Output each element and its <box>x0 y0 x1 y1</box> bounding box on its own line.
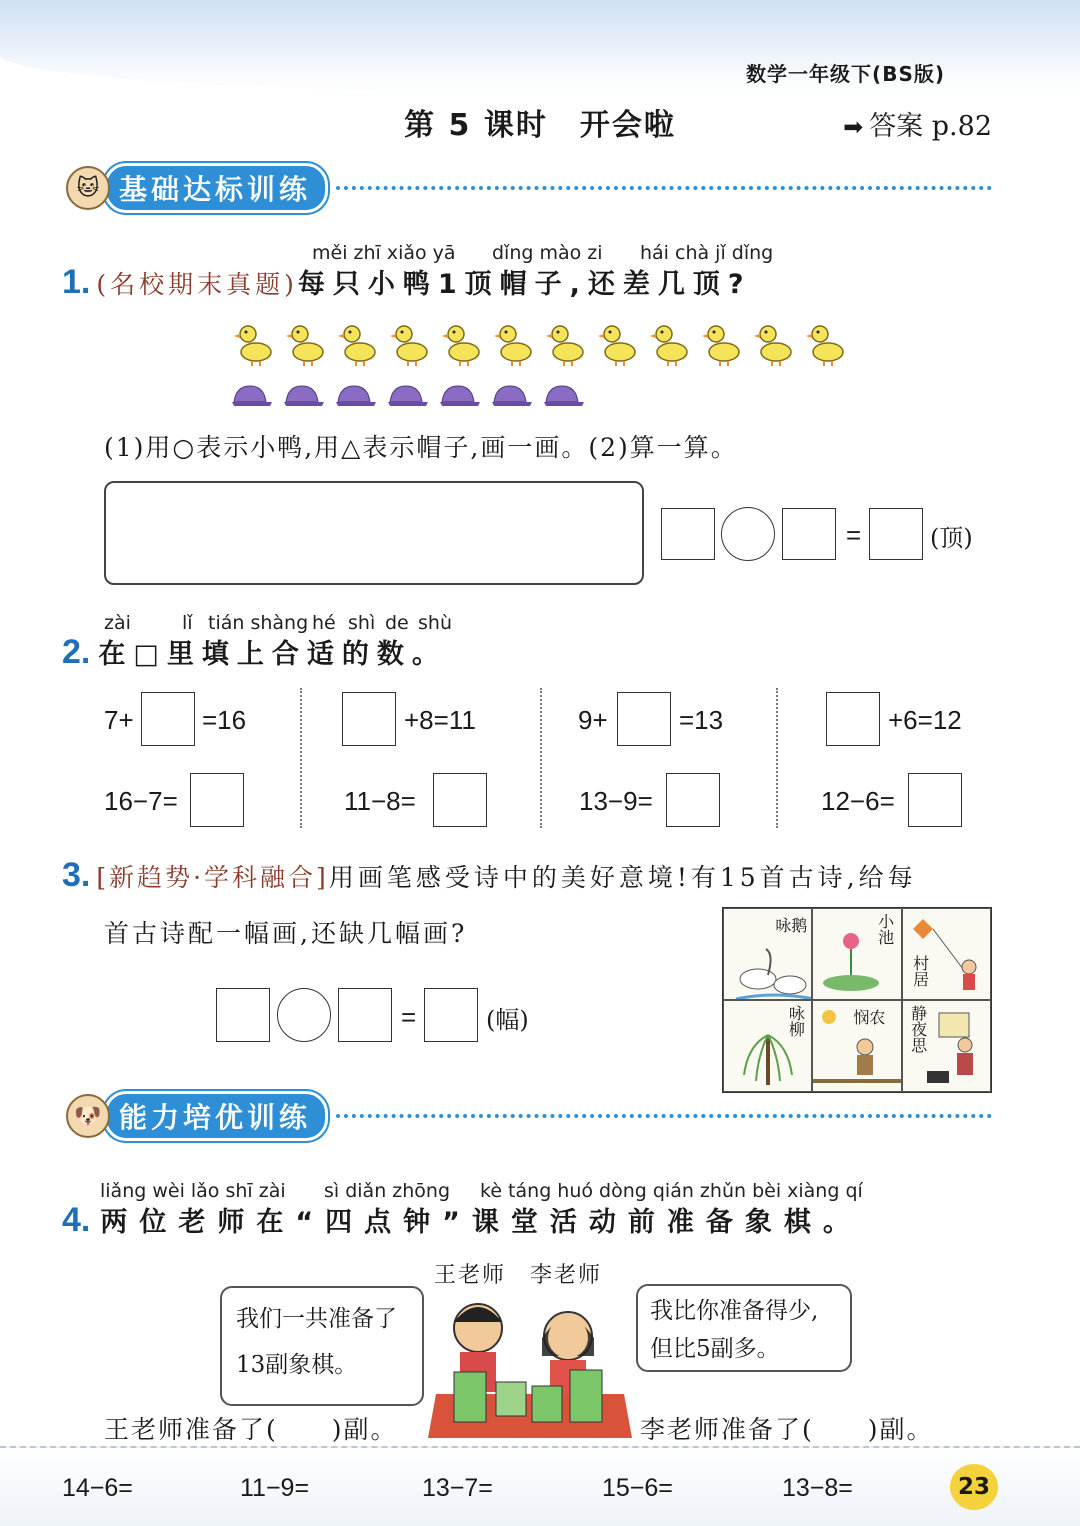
q4-question: 两位老师在“四点钟”课堂活动前准备象棋。 <box>100 1207 862 1238</box>
cap-icon <box>544 386 584 406</box>
pond-illustration <box>817 917 897 1000</box>
duck-icon <box>806 326 843 366</box>
poem-cell <box>812 1000 901 1092</box>
duck-icon <box>494 326 531 366</box>
equals-sign: = <box>846 520 862 550</box>
q2-pinyin-6: de <box>385 612 409 634</box>
column-divider <box>300 688 302 828</box>
q2-number: 2. <box>62 633 91 671</box>
column-divider <box>540 688 542 828</box>
dog-mascot-icon: 🐶 <box>66 1094 110 1138</box>
section-title-advanced: 能力培优训练 <box>104 1091 328 1141</box>
q4-pinyin-2: sì diǎn zhōng <box>324 1180 451 1202</box>
book-edition: 数学一年级下(BS版) <box>746 62 945 86</box>
duck-icon <box>286 326 323 366</box>
q4-pinyin-3: kè táng huó dòng qián zhǔn bèi xiàng qí <box>480 1180 863 1202</box>
poem-title: 悯农 <box>853 1008 886 1027</box>
cap-icon <box>232 386 272 406</box>
duck-icon <box>650 326 687 366</box>
q3-unit: (幅) <box>486 1006 529 1034</box>
q2-expr: 9+ <box>578 705 608 735</box>
q4-pinyin-1: liǎng wèi lǎo shī zài <box>100 1180 286 1202</box>
mental-calc: 13−8= <box>782 1474 853 1502</box>
section-title-basic: 基础达标训练 <box>104 163 328 213</box>
poem-title: 小池 <box>875 913 895 945</box>
duck-icon <box>338 326 375 366</box>
duck-icon <box>702 326 739 366</box>
poem-cell <box>902 908 991 1000</box>
q1-pinyin-1: měi zhī xiǎo yā <box>312 242 456 264</box>
q2-expr: +6=12 <box>888 705 962 735</box>
bubble-line: 我比你准备得少, <box>650 1298 819 1324</box>
duck-icon <box>390 326 427 366</box>
answer-box[interactable] <box>342 692 396 746</box>
q2-expr: 13−9= <box>579 786 653 816</box>
poem-picture-grid <box>722 907 992 1093</box>
answer-box[interactable] <box>216 988 270 1042</box>
q2-expr: =13 <box>679 705 724 735</box>
q4-answer-wang[interactable]: 王老师准备了( )副。 <box>104 1415 398 1444</box>
cap-icon <box>440 386 480 406</box>
poem-cell <box>812 908 901 1000</box>
swan-illustration <box>728 929 812 1000</box>
duck-icon <box>754 326 791 366</box>
poem-cell <box>723 1000 812 1092</box>
bubble-line: 但比5副多。 <box>650 1336 780 1362</box>
poem-cell <box>902 1000 991 1092</box>
q4-number: 4. <box>62 1201 91 1239</box>
poem-cell <box>723 908 812 1000</box>
night-thought-illustration <box>903 1001 991 1091</box>
mental-calc: 14−6= <box>62 1474 133 1502</box>
q1-pinyin-2: dǐng mào zi <box>492 242 603 264</box>
q1-number: 1. <box>62 263 91 301</box>
q2-pinyin-2: lǐ <box>182 612 193 634</box>
q2-pinyin-7: shù <box>418 612 452 634</box>
q2-pinyin-3: tián shàng <box>208 612 309 634</box>
q2-expr: +8=11 <box>404 705 476 735</box>
equals-sign: = <box>401 1002 417 1032</box>
teacher-labels: 王老师 李老师 <box>434 1263 603 1288</box>
q1-question: 每只小鸭1顶帽子,还差几顶? <box>297 269 752 300</box>
poem-title: 咏鹅 <box>775 916 808 935</box>
q3-tag: [新趋势·学科融合] <box>96 863 329 892</box>
poem-title: 静夜思 <box>908 1005 928 1053</box>
bubble-line: 我们一共准备了 <box>236 1306 397 1332</box>
speech-bubble-li <box>636 1284 852 1372</box>
ducks-and-caps-illustration <box>230 318 870 418</box>
teachers-illustration <box>428 1286 632 1442</box>
answer-box[interactable] <box>433 773 487 827</box>
answer-box[interactable] <box>338 988 392 1042</box>
answer-box[interactable] <box>826 692 880 746</box>
q2-pinyin-4: hé <box>312 612 336 634</box>
q1-instruction: (1)用○表示小鸭,用△表示帽子,画一画。(2)算一算。 <box>104 433 738 462</box>
duck-icon <box>598 326 635 366</box>
q2-expr: 16−7= <box>104 786 178 816</box>
answer-box[interactable] <box>908 773 962 827</box>
poem-title: 村居 <box>910 955 930 987</box>
duck-icon <box>546 326 583 366</box>
section-banner-advanced <box>66 1094 992 1138</box>
farmer-illustration <box>813 1001 901 1091</box>
poem-title: 咏柳 <box>786 1005 806 1037</box>
answer-reference <box>843 104 992 143</box>
q2-pinyin-1: zài <box>104 612 131 634</box>
operator-circle[interactable] <box>277 988 331 1042</box>
mental-calc: 11−9= <box>240 1474 310 1502</box>
answer-box[interactable] <box>661 508 715 560</box>
q4-answer-li[interactable]: 李老师准备了( )副。 <box>640 1415 934 1444</box>
q1-drawing-area[interactable] <box>104 481 644 585</box>
mental-calc: 13−7= <box>422 1474 493 1502</box>
duck-icon <box>442 326 479 366</box>
answer-box[interactable] <box>190 773 244 827</box>
column-divider <box>776 688 778 828</box>
answer-ref-text: 答案 p.82 <box>869 111 992 142</box>
q3-number: 3. <box>62 856 91 894</box>
q3-question-line2: 首古诗配一幅画,还缺几幅画? <box>104 919 468 948</box>
mental-calc: 15−6= <box>602 1474 673 1502</box>
section-banner-basic <box>66 166 992 210</box>
duck-icon <box>234 326 271 366</box>
page-number: 23 <box>950 1464 998 1510</box>
cap-icon <box>492 386 532 406</box>
speech-bubble-wang <box>220 1286 424 1406</box>
answer-box[interactable] <box>782 508 836 560</box>
q2-expr: 11−8= <box>344 786 416 816</box>
q2-expr: 7+ <box>104 705 134 735</box>
cap-icon <box>336 386 376 406</box>
dotted-divider <box>336 186 992 190</box>
q1-pinyin-3: hái chà jǐ dǐng <box>640 242 774 264</box>
q3-question: 用画笔感受诗中的美好意境!有15首古诗,给每 <box>328 863 917 892</box>
q1-unit: (顶) <box>930 524 973 552</box>
answer-box[interactable] <box>617 692 671 746</box>
q2-pinyin-5: shì <box>348 612 376 634</box>
cap-icon <box>284 386 324 406</box>
village-kite-illustration <box>903 909 991 999</box>
q2-question: 在□里填上合适的数。 <box>98 639 447 670</box>
answer-box[interactable] <box>141 692 195 746</box>
q2-expr: =16 <box>202 705 247 735</box>
lesson-title: 第 5 课时 开会啦 <box>404 108 676 143</box>
footer-band <box>0 1446 1080 1526</box>
willow-illustration <box>728 1005 808 1092</box>
q1-tag: (名校期末真题) <box>96 270 298 299</box>
answer-box[interactable] <box>666 773 720 827</box>
answer-box[interactable] <box>424 988 478 1042</box>
q2-expr: 12−6= <box>821 786 895 816</box>
dotted-divider <box>336 1114 992 1118</box>
arrow-right-icon: ➡ <box>843 113 864 141</box>
cap-icon <box>388 386 428 406</box>
operator-circle[interactable] <box>721 507 775 561</box>
cat-mascot-icon: 🐱 <box>66 166 110 210</box>
bubble-line: 13副象棋。 <box>236 1352 358 1378</box>
answer-box[interactable] <box>869 508 923 560</box>
